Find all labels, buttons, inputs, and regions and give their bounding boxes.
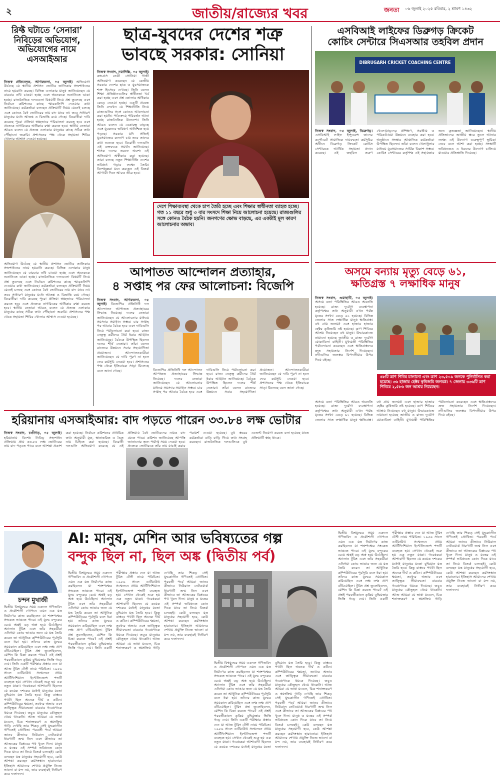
banner-text: DIBRUGARH CRICKET COACHING CENTRE [359, 60, 451, 66]
office-graphic [126, 448, 188, 500]
ai-text-col3: দ্বিতীয় বিশ্বযুদ্ধের সময় একদল গণিতবিদ ও প্রকৌশলী গোপনে এমন এক যন্ত্র নির্মাণের কাজ করছিলেন যা শত্রুপক্ষের সংকেত ভাঙতে পারে। এই যুদ্ধে বন্দুকের চেয়ে অঙ্কই বড় অস্ত্র হয়ে উঠেছিল। অ্যালান টুরিং এবং তাঁর সহকর্মীরা এনিগমা কোড ভাঙার জন্য যে যন্ত্র তৈরি করেন তা আধুনিক কম্পিউটারের পূর্বসূরি বলে ধরা হয়। তাঁদের কাজ যুদ্ধের সময়কাল কমিয়েছিল এবং লক্ষ লক্ষ প্রাণ বাঁচিয়েছিল। টুরিং প্রশ্ন তুলেছিলেন, মেশিন কি চিন্তা করতে পারে? এই প্রশ্নই পরবর্তীকালে কৃত্রিম বুদ্ধিমত্তার ভিত্তি গড়ে দেয়। তিনি একটি পরীক্ষার প্রস্তাব দেন যা আজ টুরিং টেস্ট নামে পরিচিত। ১৯৫৬ সালে ডার্টমাউথ সম্মেলনে প্রথম আর্টিফিশিয়াল ইন্টেলিজেন্স শব্দটি ব্যবহৃত হয়। সেখান থেকেই শুরু হয় এক নতুন যাত্রা। গবেষকরা আশাবাদী ছিলেন যে কয়েক দশকের মধ্যেই মানুষের মতো বুদ্ধিমান যন্ত্র তৈরি হবে। কিন্তু বাস্তবে পথটা ছিল অনেক দীর্ঘ ও কঠিন। কম্পিউটারের ক্ষমতা, তথ্যের অভাব এবং তাত্ত্বিক সীমাবদ্ধতা বারবার গবেষণাকে থমকে দিয়েছে। তবুও মানুষের কৌতূহল থেমে থাকেনি। আজ আমরা যে ভাষা মডেল, চিত্র শনাক্তকরণ ও স্বয়ংক্রিয় গাড়ি দেখছি তার শিকড় সেই যুদ্ধকালীন গণিতেই প্রোথিত। পরবর্তী পর্বে আমরা জানব কীভাবে নিউরাল নেটওয়ার্ক ধারণাটি জন্ম নিল এবং কীভাবে তা আজকের বিপ্লবের পথ খুলে দিল। মানুষ ও যন্ত্রের এই সম্পর্ক ভবিষ্যতে কোন দিকে যাবে তা নিয়ে বিতর্ক চলছেই। কেউ বলছেন যন্ত্র মানুষের সহযোগী হবে, কেউ আশঙ্কা করছেন কর্মসংস্থান হারানোর। ইতিহাস আমাদের শেখায় প্রযুক্তি নিজে ভালো বা মন্দ নয়, তার ব্যবহারই নির্ধারণ করে ফলাফল। [214, 661, 332, 749]
bjp-text [97, 298, 149, 404]
haryana-body: হরিয়ানায় বিশেষ নিবিড় সংশোধন প্রক্রিয়ায় প্রায় ৩৩.৮৪ লক্ষ ভোটারের নাম বাদ পড়তে পারে বলে আশঙ্কা প্রকাশ করা হয়েছে। নির্বাচন কমিশনের প্রাথমিক তথ্য অনুযায়ী মৃত, স্থানান্তরিত ও দ্বৈত নাম চিহ্নিত করা হয়েছে। বিরোধী দলগুলি অভিযোগ করেছে যে এই প্রক্রিয়ায় বৈধ ভোটারদের নামও বাদ যেতে পারে। কমিশন জানিয়েছে আপত্তি জানানোর জন্য পর্যাপ্ত সময় দেওয়া হবে। প্রত্যেক ভোটারকে তাঁর নাম যাচাই করার পরামর্শ দেওয়া হয়েছে। বুথ স্তরের কর্মকর্তারা বাড়ি বাড়ি গিয়ে তথ্য সংগ্রহ করছেন। রাজনৈতিক দলগুলিকে বুথ এজেন্ট নিয়োগ করতে বলা হয়েছে যাতে প্রক্রিয়াটি স্বচ্ছ থাকে। [4, 431, 309, 449]
sbi-body: এসবিআই লাইফ ইন্স্যুরেন্স তাদের কর্পোরেট সামাজিক দায়বদ্ধতা কর্মসূচির অধীনে ডিব্রুগড় ক্রিকেট কোচিং সেন্টারকে আর্থিক সহায়তা প্রদান করেছে। এই তহবিল তরুণ খেলোয়াড়দের প্রশিক্ষণ, সরঞ্জাম ও পরিকাঠামো উন্নয়নে ব্যবহার করা হবে। অনুষ্ঠানে সংস্থার আঞ্চলিক কর্মকর্তারা উপস্থিত ছিলেন। তাঁরা বলেন খেলাধুলার মাধ্যমে যুবসমাজের সার্বিক বিকাশ সম্ভব। কোচিং সেন্টারের কর্তৃপক্ষ এই সহায়তার জন্য কৃতজ্ঞতা জানিয়েছেন। স্থানীয় প্রতিভাদের জাতীয় স্তরে তুলে আনার লক্ষ্যে এই উদ্যোগ গুরুত্বপূর্ণ ভূমিকা নেবে বলে আশা করা হচ্ছে। সংস্থাটি ভবিষ্যতেও এ ধরনের উদ্যোগ চালিয়ে যাওয়ার প্রতিশ্রুতি দিয়েছে। [315, 129, 496, 156]
author-name: চন্দন মুখার্জী [18, 597, 48, 604]
left-story-body: অভিযোগ উঠেছে যে স্থানীয় প্রশাসন ভোটার তালিকার সংশোধনের নামে হয়রানি করছে। বিভিন্ন এলাকার মানুষ জানিয়েছেন যে বারবার নথি চাওয়া হচ্ছে এবং অনেককে শুনানিতে ডাকা হচ্ছে। রাজনৈতিক দলগুলো বিষয়টি নিয়ে প্রশ্ন তুলেছে এবং নির্বাচন কমিশনের কাছে স্মারকলিপি দেওয়ার কথা জানিয়েছে। কর্মকর্তারা বলছেন প্রক্রিয়াটি নিয়ম মেনেই চলছে এবং কোনও বৈধ ভোটারের নাম বাদ যাবে না। তবে সাধারণ মানুষের মধ্যে আতঙ্ক ও বিভ্রান্তি রয়ে গেছে। বিরোধীরা দাবি করেছে পুরো প্রক্রিয়া স্বচ্ছভাবে পরিচালনা করতে হবে এবং প্রত্যেক নাগরিকের অধিকার রক্ষা করতে হবে। স্থানীয় নেতারা আরও বলেন যে প্রত্যন্ত এলাকার মানুষের কাছে সঠিক তথ্য পৌঁছানো জরুরি। প্রশাসনের পক্ষ থেকে সহায়তা শিবির [4, 80, 90, 137]
ai-text-col2: দ্বিতীয় বিশ্বযুদ্ধের সময় একদল গণিতবিদ ও প্রকৌশলী গোপনে এমন এক যন্ত্র নির্মাণের কাজ করছিলেন যা শত্রুপক্ষের সংকেত ভাঙতে পারে। এই যুদ্ধে বন্দুকের চেয়ে অঙ্কই বড় অস্ত্র হয়ে উঠেছিল। অ্যালান টুরিং এবং তাঁর সহকর্মীরা এনিগমা কোড ভাঙার জন্য যে যন্ত্র তৈরি করেন তা আধুনিক কম্পিউটারের পূর্বসূরি বলে ধরা হয়। তাঁদের কাজ যুদ্ধের সময়কাল কমিয়েছিল এবং লক্ষ লক্ষ প্রাণ বাঁচিয়েছিল। টুরিং প্রশ্ন তুলেছিলেন, মেশিন কি চিন্তা করতে পারে? এই প্রশ্নই পরবর্তীকালে কৃত্রিম বুদ্ধিমত্তার ভিত্তি গড়ে দেয়। তিনি একটি পরীক্ষার প্রস্তাব দেন যা আজ টুরিং টেস্ট নামে পরিচিত। ১৯৫৬ সালে ডার্টমাউথ সম্মেলনে প্রথম আর্টিফিশিয়াল ইন্টেলিজেন্স শব্দটি ব্যবহৃত হয়। সেখান থেকেই শুরু হয় এক নতুন যাত্রা। গবেষকরা আশাবাদী ছিলেন যে কয়েক দশকের মধ্যেই মানুষের মতো বুদ্ধিমান যন্ত্র তৈরি হবে। কিন্তু বাস্তবে পথটা ছিল অনেক দীর্ঘ ও কঠিন। কম্পিউটারের ক্ষমতা, তথ্যের অভাব এবং তাত্ত্বিক সীমাবদ্ধতা বারবার গবেষণাকে থমকে দিয়েছে। তবুও মানুষের কৌতূহল থেমে থাকেনি। আজ আমরা যে ভাষা মডেল, চিত্র শনাক্তকরণ ও স্বয়ংক্রিয় গাড়ি দেখছি তার শিকড় সেই যুদ্ধকালীন গণিতেই প্রোথিত। পরবর্তী পর্বে আমরা জানব কীভাবে নিউরাল নেটওয়ার্ক ধারণাটি জন্ম নিল এবং কীভাবে তা আজকের বিপ্লবের পথ খুলে দিল। মানুষ ও যন্ত্রের এই সম্পর্ক ভবিষ্যতে কোন দিকে যাবে তা নিয়ে বিতর্ক চলছেই। কেউ বলছেন যন্ত্র মানুষের সহযোগী হবে, কেউ আশঙ্কা করছেন কর্মসংস্থান হারানোর। ইতিহাস আমাদের শেখায় প্রযুক্তি নিজে ভালো বা মন্দ নয়, তার ব্যবহারই নির্ধারণ করে ফলাফল। [68, 571, 208, 650]
flood-body: অসমে বন্যা পরিস্থিতির আরও অবনতি হয়েছে। রাজ্য দুর্যোগ ব্যবস্থাপনা কর্তৃপক্ষের তথ্য অনুযায়ী এখন পর্যন্ত মৃতের সংখ্যা বেড়ে ৬১ হয়েছে। বিভিন্ন জেলার সাত লক্ষাধিক মানুষ ক্ষতিগ্রস্ত। বহু গ্রাম জলমগ্ন এবং হাজার হাজার হেক্টর কৃষিজমি নষ্ট হয়েছে। ত্রাণ শিবিরে আশ্রয় নিয়েছেন বহু মানুষ। উদ্ধারকাজে নামানো হয়েছে জাতীয় ও রাজ্য দুর্যোগ মোকাবিলা বাহিনী। মুখ্যমন্ত্রী পরিস্থিতির পর্যালোচনা করেছেন এবং ক্ষতিগ্রস্তদের দ্রুত সহায়তার নির্দেশ দিয়েছেন। নদীগুলির জলস্তর বিপদসীমার উপর দিয়ে বইছে। [315, 300, 373, 362]
author-photo [4, 531, 62, 593]
ai-story [4, 526, 496, 777]
flood-graphic [377, 296, 496, 370]
sbi-dateline: নিজস্ব সংবাদ, ০৫ জুলাই, ডিব্রুগড়। [315, 129, 373, 134]
column-divider [311, 26, 312, 356]
sonia-gandhi-photo [153, 70, 309, 198]
author-portrait [4, 531, 62, 593]
column-divider [93, 26, 94, 406]
turing-photo [214, 571, 332, 657]
bjp-dateline: নিজস্ব সংবাদ, আগরতলা, ০৫ জুলাই। [97, 298, 149, 307]
haryana-dateline: নিজস্ব সংবাদ, চণ্ডীগড়, ০৫ জুলাই। [4, 431, 62, 436]
pullquote-text: দেশে শিক্ষাব্যবস্থা থেকে চাপ তৈরি হচ্ছে এবং শিক্ষার স্বাধীনতা ব্যাহত হচ্ছে। গত ১১ বছরে শুধু ৩ বার সংসদে শিক্ষা নিয়ে আলোচনা হয়েছে। রাজ্যগুলির সঙ্গে কোনও বৈঠক হয়নি। জনগণের ক্ষোভ বাড়ছে, এর একটাই মূল কারণ আলোচনার অভাব। [157, 205, 302, 229]
sbi-headline-line2: কোচিং সেন্টারে সিএসআর তহবিল প্রদান [327, 37, 484, 49]
portrait-graphic [4, 140, 90, 258]
vintage-portrait [214, 571, 332, 657]
bjp-text-col2: বিজেপির প্রতিনিধি দল আন্দোলন আপাতত প্রত্যাহারের সিদ্ধান্ত নিয়েছে। দলের নেতারা জানিয়েছেন যে আলোচনার মাধ্যমে সমস্যার সমাধান সম্ভব। চার সপ্তাহ পর আবার বৈঠক হবে এবং দাবিগুলি নিয়ে পর্যালোচনা করা হবে। রাজ্য নেতৃত্ব কর্মীদের ধৈর্য ধরার আহ্বান জানিয়েছে। বৈঠকে উপস্থিত ছিলেন দলের শীর্ষ নেতারা। তাঁরা বলেন রাজ্যের উন্নয়নে সবার সহযোগিতা প্রয়োজন। আন্দোলনকারীরা জানিয়েছেন যে দাবি পূরণ না হলে ফের কর্মসূচি নেওয়া হবে। প্রশাসনের পক্ষ থেকে ইতিবাচক সাড়া মিলেছে বলে জানা গেছে। [153, 368, 309, 395]
haryana-office-photo [126, 448, 188, 500]
group-graphic [315, 51, 496, 125]
ai-text-col4: দ্বিতীয় বিশ্বযুদ্ধের সময় একদল গণিতবিদ ও প্রকৌশলী গোপনে এমন এক যন্ত্র নির্মাণের কাজ করছিলেন যা শত্রুপক্ষের সংকেত ভাঙতে পারে। এই যুদ্ধে বন্দুকের চেয়ে অঙ্কই বড় অস্ত্র হয়ে উঠেছিল। অ্যালান টুরিং এবং তাঁর সহকর্মীরা এনিগমা কোড ভাঙার জন্য যে যন্ত্র তৈরি করেন তা আধুনিক কম্পিউটারের পূর্বসূরি বলে ধরা হয়। তাঁদের কাজ যুদ্ধের সময়কাল কমিয়েছিল এবং লক্ষ লক্ষ প্রাণ বাঁচিয়েছিল। টুরিং প্রশ্ন তুলেছিলেন, মেশিন কি চিন্তা করতে পারে? এই প্রশ্নই পরবর্তীকালে কৃত্রিম বুদ্ধিমত্তার ভিত্তি গড়ে দেয়। তিনি একটি পরীক্ষার প্রস্তাব দেন যা আজ টুরিং টেস্ট নামে পরিচিত। ১৯৫৬ সালে ডার্টমাউথ সম্মেলনে প্রথম আর্টিফিশিয়াল ইন্টেলিজেন্স শব্দটি ব্যবহৃত হয়। সেখান থেকেই শুরু হয় এক নতুন যাত্রা। গবেষকরা আশাবাদী ছিলেন যে কয়েক দশকের মধ্যেই মানুষের মতো বুদ্ধিমান যন্ত্র তৈরি হবে। কিন্তু বাস্তবে পথটা ছিল অনেক দীর্ঘ ও কঠিন। কম্পিউটারের ক্ষমতা, তথ্যের অভাব এবং তাত্ত্বিক সীমাবদ্ধতা বারবার গবেষণাকে থমকে দিয়েছে। তবুও মানুষের কৌতূহল থেমে থাকেনি। আজ আমরা যে ভাষা মডেল, চিত্র শনাক্তকরণ ও স্বয়ংক্রিয় গাড়ি দেখছি তার শিকড় সেই যুদ্ধকালীন গণিতেই প্রোথিত। পরবর্তী পর্বে আমরা জানব কীভাবে নিউরাল নেটওয়ার্ক ধারণাটি জন্ম নিল এবং কীভাবে তা আজকের বিপ্লবের পথ খুলে দিল। মানুষ ও যন্ত্রের এই সম্পর্ক ভবিষ্যতে কোন দিকে যাবে তা নিয়ে বিতর্ক চলছেই। কেউ বলছেন যন্ত্র মানুষের সহযোগী হবে, কেউ আশঙ্কা করছেন কর্মসংস্থান হারানোর। ইতিহাস আমাদের শেখায় প্রযুক্তি নিজে ভালো বা মন্দ নয়, তার ব্যবহারই নির্ধারণ করে ফলাফল। [338, 531, 496, 602]
lead-headline-line2: ভাবছে সরকার: সোনিয়া [121, 44, 285, 65]
flood-story [315, 262, 496, 522]
page-number: ২ [6, 7, 12, 17]
lead-dateline: নিজস্ব সংবাদ, নয়াদিল্লি, ০৫ জুলাই। [97, 70, 149, 74]
flood-text [315, 296, 373, 394]
bjp-body: বিজেপির প্রতিনিধি দল আন্দোলন আপাতত প্রত্যাহারের সিদ্ধান্ত নিয়েছে। দলের নেতারা জানিয়েছেন যে আলোচনার মাধ্যমে সমস্যার সমাধান সম্ভব। চার সপ্তাহ পর আবার বৈঠক হবে এবং দাবিগুলি নিয়ে পর্যালোচনা করা হবে। রাজ্য নেতৃত্ব কর্মীদের ধৈর্য ধরার আহ্বান জানিয়েছে। বৈঠকে উপস্থিত ছিলেন দলের শীর্ষ নেতারা। তাঁরা বলেন রাজ্যের উন্নয়নে সবার সহযোগিতা প্রয়োজন। আন্দোলনকারীরা জানিয়েছেন যে দাবি পূরণ না হলে ফের কর্মসূচি নেওয়া হবে। প্রশাসনের পক্ষ থেকে ইতিবাচক সাড়া মিলেছে বলে জানা গেছে। [97, 302, 149, 373]
section-title: জাতীয়/রাজ্যের খবর [192, 6, 308, 22]
lead-story-text [97, 70, 149, 240]
flood-dateline: নিজস্ব সংবাদ, গুয়াহাটি, ০৫ জুলাই। [315, 296, 373, 300]
masthead [0, 0, 500, 22]
left-story-body-continued: অভিযোগ উঠেছে যে স্থানীয় প্রশাসন ভোটার তালিকার সংশোধনের নামে হয়রানি করছে। বিভিন্ন এলাকার মানুষ জানিয়েছেন যে বারবার নথি চাওয়া হচ্ছে এবং অনেককে শুনানিতে ডাকা হচ্ছে। রাজনৈতিক দলগুলো বিষয়টি নিয়ে প্রশ্ন তুলেছে এবং নির্বাচন কমিশনের কাছে স্মারকলিপি দেওয়ার কথা জানিয়েছে। কর্মকর্তারা বলছেন প্রক্রিয়াটি নিয়ম মেনেই চলছে এবং কোনও বৈধ ভোটারের নাম বাদ যাবে না। তবে সাধারণ মানুষের মধ্যে আতঙ্ক ও বিভ্রান্তি রয়ে গেছে। বিরোধীরা দাবি করেছে পুরো প্রক্রিয়া স্বচ্ছভাবে পরিচালনা করতে হবে এবং প্রত্যেক নাগরিকের অধিকার রক্ষা করতে হবে। স্থানীয় নেতারা আরও বলেন যে প্রত্যন্ত এলাকার মানুষের কাছে সঠিক তথ্য পৌঁছানো জরুরি। প্রশাসনের পক্ষ থেকে সহায়তা শিবির খোলার আশ্বাস দেওয়া হয়েছে। [4, 262, 90, 319]
flood-headline-line1: অসমে বন্যায় মৃত্যু বেড়ে ৬১, [344, 266, 467, 278]
lead-story [97, 26, 309, 258]
pullquote-box [153, 202, 309, 256]
flood-infobox [377, 374, 496, 396]
left-story [4, 26, 90, 406]
flood-text-continued: অসমে বন্যা পরিস্থিতির আরও অবনতি হয়েছে। রাজ্য দুর্যোগ ব্যবস্থাপনা কর্তৃপক্ষের তথ্য অনুযায়ী এখন পর্যন্ত মৃতের সংখ্যা বেড়ে ৬১ হয়েছে। বিভিন্ন জেলার সাত লক্ষাধিক মানুষ ক্ষতিগ্রস্ত। বহু গ্রাম জলমগ্ন এবং হাজার হাজার হেক্টর কৃষিজমি নষ্ট হয়েছে। ত্রাণ শিবিরে আশ্রয় নিয়েছেন বহু মানুষ। উদ্ধারকাজে নামানো হয়েছে জাতীয় ও রাজ্য দুর্যোগ মোকাবিলা বাহিনী। মুখ্যমন্ত্রী পরিস্থিতির পর্যালোচনা করেছেন এবং ক্ষতিগ্রস্তদের দ্রুত সহায়তার নির্দেশ দিয়েছেন। নদীগুলির জলস্তর বিপদসীমার উপর দিয়ে বইছে। [315, 400, 496, 422]
haryana-headline: হরিয়ানায় এসআইআর: বাদ পড়তে পারেন ৩৩.৮৪ লক্ষ ভোটার [11, 413, 302, 427]
flood-infobox-text: ৬৮টি ত্রাণ শিবির চালানো এবং ত্রাণ ২৩,৫০৯ জনকে পুনির্বাসিত করা হয়েছে। ৩৬ হাজার হেক্টর কৃষিজমি জলমগ্ন। ৭ জেলায় ৩৩৬টি ত্রাণ শিবিরে ২,৫৮৬ জন আশ্রয় নিয়েছেন। [380, 374, 491, 389]
sbi-text [315, 129, 496, 261]
ai-body: দ্বিতীয় বিশ্বযুদ্ধের সময় একদল গণিতবিদ ও প্রকৌশলী গোপনে এমন এক যন্ত্র নির্মাণের কাজ করছিলেন যা শত্রুপক্ষের সংকেত ভাঙতে পারে। এই যুদ্ধে বন্দুকের চেয়ে অঙ্কই বড় অস্ত্র হয়ে উঠেছিল। অ্যালান টুরিং এবং তাঁর সহকর্মীরা এনিগমা কোড ভাঙার জন্য যে যন্ত্র তৈরি করেন তা আধুনিক কম্পিউটারের পূর্বসূরি বলে ধরা হয়। তাঁদের কাজ যুদ্ধের সময়কাল কমিয়েছিল এবং লক্ষ লক্ষ প্রাণ বাঁচিয়েছিল। টুরিং প্রশ্ন তুলেছিলেন, মেশিন কি চিন্তা করতে পারে? এই প্রশ্নই পরবর্তীকালে কৃত্রিম বুদ্ধিমত্তার ভিত্তি গড়ে দেয়। তিনি একটি পরীক্ষার প্রস্তাব দেন যা আজ টুরিং টেস্ট নামে পরিচিত। ১৯৫৬ সালে ডার্টমাউথ সম্মেলনে প্রথম আর্টিফিশিয়াল ইন্টেলিজেন্স শব্দটি ব্যবহৃত হয়। সেখান থেকেই শুরু হয় এক নতুন যাত্রা। গবেষকরা আশাবাদী ছিলেন যে কয়েক দশকের মধ্যেই মানুষের মতো বুদ্ধিমান যন্ত্র তৈরি হবে। কিন্তু বাস্তবে পথটা ছিল অনেক দীর্ঘ ও কঠিন। কম্পিউটারের ক্ষমতা, তথ্যের অভাব এবং তাত্ত্বিক সীমাবদ্ধতা বারবার গবেষণাকে থমকে দিয়েছে। তবুও মানুষের কৌতূহল থেমে থাকেনি। আজ আমরা যে ভাষা মডেল, চিত্র শনাক্তকরণ ও স্বয়ংক্রিয় গাড়ি দেখছি তার শিকড় সেই যুদ্ধকালীন গণিতেই প্রোথিত। পরবর্তী পর্বে আমরা জানব কীভাবে নিউরাল নেটওয়ার্ক ধারণাটি জন্ম নিল এবং কীভাবে তা আজকের বিপ্লবের পথ খুলে দিল। মানুষ ও যন্ত্রের এই সম্পর্ক ভবিষ্যতে কোন দিকে যাবে তা নিয়ে বিতর্ক চলছেই। কেউ বলছেন যন্ত্র মানুষের সহযোগী হবে, কেউ আশঙ্কা করছেন কর্মসংস্থান হারানোর। ইতিহাস আমাদের শেখায় প্রযুক্তি নিজে ভালো বা মন্দ নয়, তার ব্যবহারই নির্ধারণ করে ফলাফল। [4, 605, 62, 777]
person-photo [4, 140, 90, 258]
ai-text-left [4, 605, 62, 777]
bjp-meeting-photo [153, 298, 309, 364]
bjp-headline-line1: আপাতত আন্দোলন প্রত্যাহার, [130, 265, 276, 279]
left-story-dateline: নিজস্ব প্রতিবেদক, আগরতলা, ০৫ জুলাই। [4, 80, 73, 84]
left-story-body-top [4, 80, 90, 136]
bjp-story [97, 262, 309, 406]
ai-headline-line1: AI: মানুষ, মেশিন আর ভবিষ্যতের গল্প [68, 531, 283, 547]
dateline: ০৬ জুলাই ২০২৫ রবিবার, ২ শ্রাবণ ১৪৩২ [405, 6, 473, 11]
ai-headline-line2: বন্দুক ছিল না, ছিল অঙ্ক (দ্বিতীয় পর্ব) [68, 549, 276, 565]
left-story-headline: রিফ্ট ঘটাতে ‘সেনারা’ নিবিড়ের অভিযোগ, অভিযোগের নামে এসআইআর [11, 25, 83, 64]
lead-headline-line1: ছাত্র-যুবদের দেশের শত্রু [123, 25, 283, 45]
speaker-graphic [153, 70, 309, 198]
lead-body: কংগ্রেস নেত্রী সোনিয়া গান্ধী অভিযোগ করেছেন যে কেন্দ্রীয় সরকার দেশের ছাত্র ও যুবসমাজকে শত্রু হিসেবে দেখছে। তিনি বলেন শিক্ষা প্রতিষ্ঠানগুলির স্বাধীনতা খর্ব করা হচ্ছে এবং প্রশ্ন তোলার অধিকার কেড়ে নেওয়া হচ্ছে। একটি প্রবন্ধে তিনি লেখেন যে শিক্ষানীতি নিয়ে রাজ্যগুলির সঙ্গে কোনও আলোচনা করা হয়নি। পাঠ্যক্রমে পরিবর্তন আনা হচ্ছে রাজনৈতিক উদ্দেশ্যে। তিনি আরও বলেন যে বেকারত্ব বাড়ছে এবং যুবকদের ভবিষ্যৎ অনিশ্চিত হয়ে পড়ছে। সরকার যদি সত্যিই যুবসমাজের কল্যাণ চায় তবে তাদের কথা শুনতে হবে। বিরোধী দলগুলি এই বক্তব্যকে সমর্থন জানিয়েছে। শাসক দলের তরফে অবশ্য এই অভিযোগ অস্বীকার করা হয়েছে। তারা বলছে নতুন শিক্ষানীতি দেশের ভবিষ্যৎ গড়ার লক্ষ্যে তৈরি। বিশেষজ্ঞরা মনে করছেন এই বিতর্ক আগামী দিনে আরও তীব্র হবে। [97, 74, 149, 176]
sbi-headline-line1: এসবিআই লাইফের ডিব্রুগড় ক্রিকেট [337, 26, 474, 37]
meeting-graphic [153, 298, 309, 364]
sbi-story [315, 26, 496, 260]
brand-logo: জনতা [384, 7, 400, 14]
sbi-event-photo [315, 51, 496, 125]
bjp-headline-line2: ৪ সপ্তাহ পর ফের আলোচনা: বিজেপি [112, 278, 294, 293]
flood-headline-line2: ক্ষতিগ্রস্ত ৭ লক্ষাধিক মানুষ [350, 278, 461, 291]
flood-photo [377, 296, 496, 370]
